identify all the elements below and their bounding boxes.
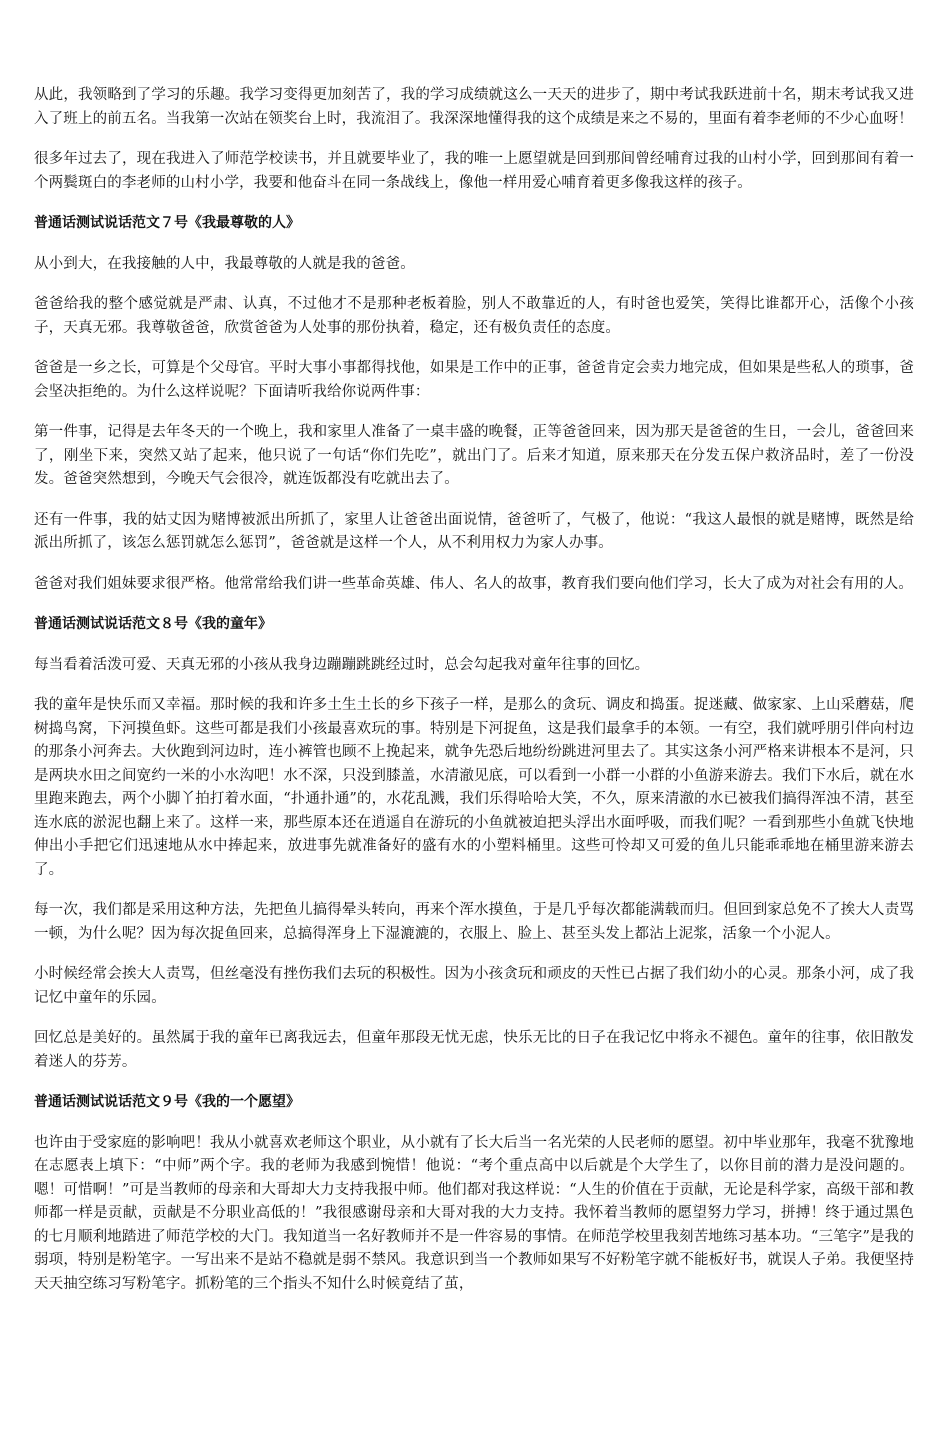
paragraph: 爸爸对我们姐妹要求很严格。他常常给我们讲一些革命英雄、伟人、名人的故事，教育我们要向他们学习，长大了成为对社会有用的人。 [34,575,913,592]
paragraph: 第一件事，记得是去年冬天的一个晚上，我和家里人准备了一桌丰盛的晚餐，正等爸爸回来，因为那天是爸爸的生日，一会儿，爸爸回来了，刚坐下来，突然又站了起来，他只说了一句话“你们先吃”，就出门了。后来才知道，原来那天在分发五保户救济品时，差了一份没发。爸爸突然想到，今晚天气会很冷，就连饭都没有吃就出去了。 [34,424,914,487]
section-heading: 普通话测试说话范文９号《我的一个愿望》 [34,1094,300,1110]
paragraph: 很多年过去了，现在我进入了师范学校读书，并且就要毕业了，我的唯一上愿望就是回到那间曾经哺育过我的山村小学，回到那间有着一个两鬓斑白的李老师的山村小学，我要和他奋斗在同一条战线上，像他一样用爱心哺育着更多像我这样的孩子。 [34,151,914,191]
paragraph: 每一次，我们都是采用这种方法，先把鱼儿搞得晕头转向，再来个浑水摸鱼，于是几乎每次都能满载而归。但回到家总免不了挨大人责骂一顿，为什么呢？因为每次捉鱼回来，总搞得浑身上下湿漉漉的，衣服上、脸上、甚至头发上都沾上泥浆，活象一个小泥人。 [34,902,914,942]
paragraph: 我的童年是快乐而又幸福。那时候的我和许多土生土长的乡下孩子一样，是那么的贪玩、调皮和捣蛋。捉迷藏、做家家、上山采蘑菇，爬树捣鸟窝，下河摸鱼虾。这些可都是我们小孩最喜欢玩的事。特别是下河捉鱼，这是我们最拿手的本领。一有空，我们就呼朋引伴向村边的那条小河奔去。大伙跑到河边时，连小裤管也顾不上挽起来，就争先恐后地纷纷跳进河里去了。其实这条小河严格来讲根本不是河，只是两块水田之间宽约一米的小水沟吧！水不深，只没到膝盖，水清澈见底，可以看到一小群一小群的小鱼游来游去。我们下水后，就在水里跑来跑去，两个小脚丫拍打着水面，“扑通扑通”的，水花乱溅，我们乐得哈哈大笑，不久，原来清澈的水已被我们搞得浑浊不清，甚至连水底的淤泥也翻上来了。这样一来，那些原本还在逍遥自在游玩的小鱼就被迫把头浮出水面呼吸，而我们呢？一看到那些小鱼就飞快地伸出小手把它们迅速地从水中捧起来，放进事先就准备好的盛有水的小塑料桶里。这些可怜却又可爱的鱼儿只能乖乖地在桶里游来游去了。 [34,697,914,878]
paragraph: 回忆总是美好的。虽然属于我的童年已离我远去，但童年那段无忧无虑，快乐无比的日子在我记忆中将永不褪色。童年的往事，依旧散发着迷人的芬芳。 [34,1030,914,1070]
paragraph: 也许由于受家庭的影响吧！我从小就喜欢老师这个职业，从小就有了长大后当一名光荣的人民老师的愿望。初中毕业那年，我毫不犹豫地在志愿表上填下：“中师”两个字。我的老师为我感到惋惜！他说：“考个重点高中以后就是个大学生了，以你目前的潜力是没问题的。嗯！可惜啊！”可是当教师的母亲和大哥却大力支持我报中师。他们都对我这样说：“人生的价值在于贡献，无论是科学家，高级干部和教师都一样是贡献，贡献是不分职业高低的！”我很感谢母亲和大哥对我的大力支持。我怀着当教师的愿望努力学习，拼搏！终于通过黑色的七月顺利地踏进了师范学校的大门。我知道当一名好教师并不是一件容易的事情。在师范学校里我刻苦地练习基本功。“三笔字”是我的弱项，特别是粉笔字。一写出来不是站不稳就是弱不禁风。我意识到当一个教师如果写不好粉笔字就不能板好书，就误人子弟。我便坚持天天抽空练习写粉笔字。抓粉笔的三个指头不知什么时候竟结了茧， [34,1134,914,1292]
document-page [34,84,914,1313]
paragraph: 爸爸给我的整个感觉就是严肃、认真，不过他才不是那种老板着脸，别人不敢靠近的人，有时爸也爱笑，笑得比谁都开心，活像个小孩子，天真无邪。我尊敬爸爸，欣赏爸爸为人处事的那份执着，稳定，还有极负责任的态度。 [34,296,914,336]
paragraph: 从小到大，在我接触的人中，我最尊敬的人就是我的爸爸。 [34,255,415,272]
section-heading: 普通话测试说话范文７号《我最尊敬的人》 [34,215,300,231]
paragraph: 从此，我领略到了学习的乐趣。我学习变得更加刻苦了，我的学习成绩就这么一天天的进步了，期中考试我跃进前十名，期末考试我又进入了班上的前五名。当我第一次站在领奖台上时，我流泪了。我深深地懂得我的这个成绩是来之不易的，里面有着李老师的不少心血呀！ [34,87,914,127]
paragraph: 还有一件事，我的姑丈因为赌博被派出所抓了，家里人让爸爸出面说情，爸爸听了，气极了，他说：“我这人最恨的就是赌博，既然是给派出所抓了，该怎么惩罚就怎么惩罚”，爸爸就是这样一个人，从不利用权力为家人办事。 [34,511,914,551]
paragraph: 每当看着活泼可爱、天真无邪的小孩从我身边蹦蹦跳跳经过时，总会勾起我对童年往事的回忆。 [34,656,650,673]
paragraph: 爸爸是一乡之长，可算是个父母官。平时大事小事都得找他，如果是工作中的正事，爸爸肯定会卖力地完成，但如果是些私人的琐事，爸会坚决拒绝的。为什么这样说呢？下面请听我给你说两件事： [34,360,914,400]
paragraph: 小时候经常会挨大人责骂，但丝毫没有挫伤我们去玩的积极性。因为小孩贪玩和顽皮的天性已占据了我们幼小的心灵。那条小河，成了我记忆中童年的乐园。 [34,966,914,1006]
section-heading: 普通话测试说话范文８号《我的童年》 [34,616,272,632]
